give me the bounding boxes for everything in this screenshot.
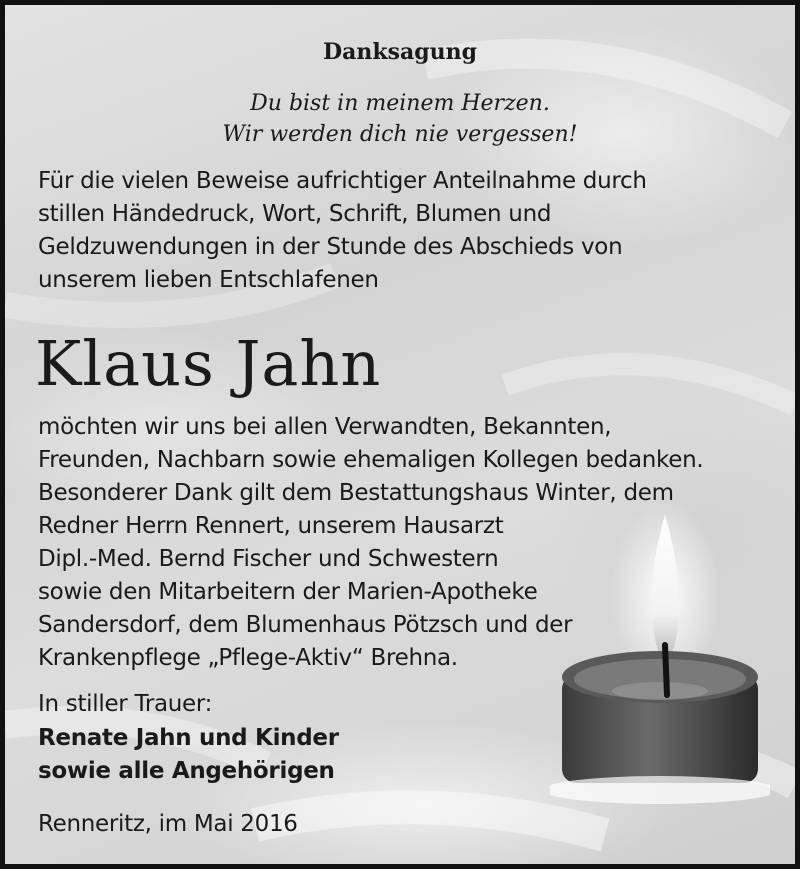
thanks-line-7: Sandersdorf, dem Blumenhaus Pötzsch und der [38,612,573,638]
thanks-line-4: Redner Herrn Rennert, unserem Hausarzt [38,513,504,539]
thanks-line-8: Krankenpflege „Pflege-Aktiv“ Brehna. [38,645,458,671]
deceased-name: Klaus Jahn [35,327,382,400]
signer-line-1: Renate Jahn und Kinder [38,725,339,751]
thanks-line-2: Freunden, Nachbarn sowie ehemaligen Kollegen bedanken. [38,447,704,473]
mourning-label: In stiller Trauer: [38,691,213,717]
thanks-line-1: möchten wir uns bei allen Verwandten, Bekannten, [38,414,612,440]
motto-line-1: Du bist in meinem Herzen. [250,91,550,116]
thanks-line-6: sowie den Mitarbeitern der Marien-Apotheke [38,579,538,605]
intro-line-3: Geldzuwendungen in der Stunde des Abschieds von [38,234,623,260]
intro-line-1: Für die vielen Beweise aufrichtiger Anteilnahme durch [38,168,647,194]
intro-line-4: unserem lieben Entschlafenen [38,267,379,293]
thanks-line-5: Dipl.-Med. Bernd Fischer und Schwestern [38,546,499,572]
intro-line-2: stillen Händedruck, Wort, Schrift, Blumen und [38,201,552,227]
place-date: Renneritz, im Mai 2016 [38,811,298,837]
signer-line-2: sowie alle Angehörigen [38,758,335,784]
candle-icon [550,505,770,805]
heading: Danksagung [323,39,477,65]
thanks-line-3: Besonderer Dank gilt dem Bestattungshaus Winter, dem [38,480,674,506]
motto-line-2: Wir werden dich nie vergessen! [222,122,578,147]
